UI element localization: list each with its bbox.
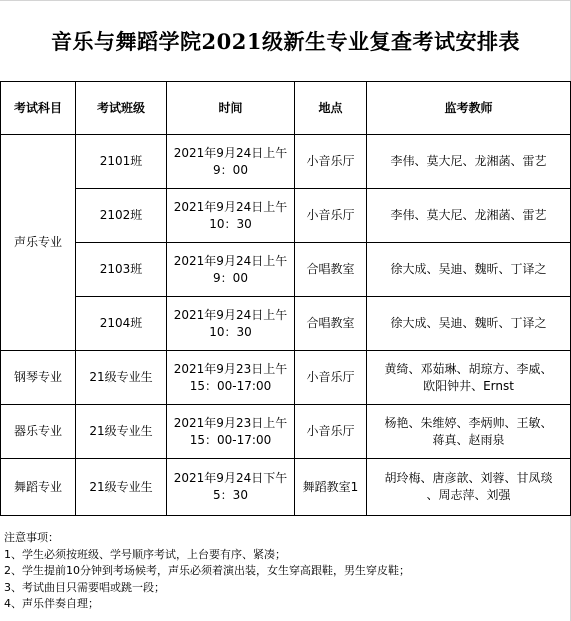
- time-clock: 9：00: [213, 270, 248, 285]
- class-cell: 2101班: [99, 154, 143, 168]
- place-cell: 小音乐厅: [306, 370, 355, 384]
- proctor-cell: [367, 405, 570, 458]
- time-date: 2021年9月24日上午: [173, 199, 288, 214]
- time-cell: [167, 351, 294, 404]
- proctor-cell: [367, 297, 570, 350]
- notes-block: [4, 530, 410, 613]
- header-subject: 考试科目: [13, 100, 62, 115]
- proctor-line: 徐大成、吴迪、魏昕、丁译之: [390, 316, 547, 330]
- time-clock: 15：00-17:00: [189, 378, 272, 393]
- subject-instrument: 器乐专业: [13, 424, 62, 438]
- class-cell: 21级专业生: [89, 370, 153, 384]
- proctor-line: 杨艳、朱维婷、李炳帅、王敏、: [384, 415, 553, 430]
- proctor-cell: [367, 135, 570, 188]
- header-class: 考试班级: [96, 100, 145, 115]
- place-cell: 合唱教室: [306, 262, 355, 276]
- note-item: 3、考试曲目只需要唱或跳一段；: [4, 580, 165, 594]
- time-date: 2021年9月24日上午: [173, 253, 288, 268]
- subject-piano: 钢琴专业: [13, 370, 62, 384]
- proctor-cell: [367, 459, 570, 515]
- time-clock: 15：00-17:00: [189, 432, 272, 447]
- time-clock: 10：30: [209, 216, 252, 231]
- time-date: 2021年9月23日上午: [173, 415, 288, 430]
- time-cell: [167, 243, 294, 296]
- sheet-title: 音乐与舞蹈学院2021级新生专业复查考试安排表: [51, 29, 520, 54]
- time-clock: 10：30: [209, 324, 252, 339]
- table-border: [0, 515, 571, 516]
- proctor-line: 李伟、莫大尼、龙湘菡、雷艺: [390, 154, 547, 168]
- time-cell: [167, 189, 294, 242]
- header-proctors: 监考教师: [444, 100, 493, 115]
- place-cell: 舞蹈教室1: [302, 479, 359, 494]
- class-cell: 2102班: [99, 208, 143, 222]
- proctor-line: 胡玲梅、唐彦歆、刘蓉、甘凤琰: [384, 471, 553, 485]
- proctor-line: 李伟、莫大尼、龙湘菡、雷艺: [390, 208, 547, 222]
- place-cell: 小音乐厅: [306, 208, 355, 222]
- time-cell: [167, 405, 294, 458]
- proctor-cell: [367, 189, 570, 242]
- proctor-cell: [367, 351, 570, 404]
- proctor-line: 欧阳钟井、Ernst: [423, 378, 514, 393]
- place-cell: 小音乐厅: [306, 154, 355, 168]
- place-cell: 合唱教室: [306, 316, 355, 330]
- header-time: 时间: [218, 100, 243, 115]
- time-cell: [167, 297, 294, 350]
- class-cell: 2104班: [99, 316, 143, 330]
- header-place: 地点: [318, 100, 343, 115]
- subject-dance: 舞蹈专业: [13, 479, 62, 494]
- class-cell: 21级专业生: [89, 424, 153, 438]
- note-item: 2、学生提前10分钟到考场候考，声乐必须着演出装，女生穿高跟鞋，男生穿皮鞋；: [4, 564, 410, 577]
- place-cell: 小音乐厅: [306, 424, 355, 438]
- time-clock: 5：30: [213, 488, 248, 502]
- time-date: 2021年9月24日上午: [173, 307, 288, 322]
- proctor-cell: [367, 243, 570, 296]
- proctor-line: 、周志萍、刘强: [426, 488, 511, 502]
- class-cell: 2103班: [99, 262, 143, 276]
- subject-vocal: 声乐专业: [13, 235, 62, 249]
- time-cell: [167, 459, 294, 515]
- time-date: 2021年9月23日上午: [173, 361, 288, 376]
- proctor-line: 徐大成、吴迪、魏昕、丁译之: [390, 262, 547, 276]
- note-item: 1、学生必须按班级、学号顺序考试，上台要有序、紧凑；: [4, 547, 286, 561]
- time-date: 2021年9月24日下午: [173, 471, 288, 485]
- time-clock: 9：00: [213, 162, 248, 177]
- class-cell: 21级专业生: [89, 479, 153, 494]
- time-cell: [167, 135, 294, 188]
- time-date: 2021年9月24日上午: [173, 145, 288, 160]
- proctor-line: 黄绮、邓茹琳、胡琼方、李威、: [384, 361, 553, 376]
- proctor-line: 蒋真、赵雨泉: [432, 432, 505, 447]
- note-item: 4、声乐伴奏自理；: [4, 597, 99, 610]
- gridline: [0, 0, 571, 1]
- notes-heading: 注意事项：: [4, 531, 59, 544]
